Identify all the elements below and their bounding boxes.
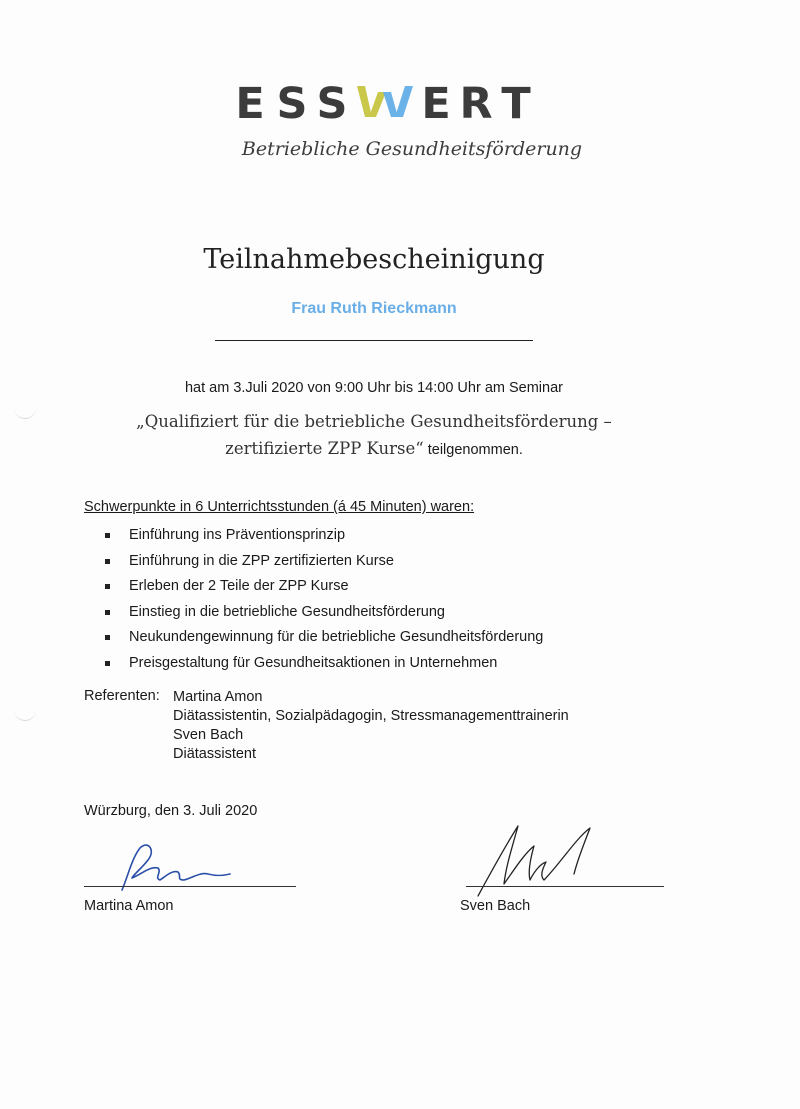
speakers-list [173, 688, 569, 764]
seminar-suffix: teilgenommen. [423, 442, 523, 458]
topic-item: Neukundengewinnung für die betriebliche Gesundheitsförderung [100, 625, 543, 651]
bullet-icon [105, 584, 110, 589]
punch-hole-mark [14, 706, 36, 721]
signature-line [466, 886, 664, 887]
topic-list [100, 523, 543, 676]
topic-item: Einstieg in die betriebliche Gesundheitsförderung [100, 600, 543, 626]
speaker-name: Sven Bach [173, 727, 244, 743]
brand-logo [200, 70, 600, 170]
topic-item: Einführung in die ZPP zertifizierten Kurse [100, 549, 543, 575]
signatory-name: Martina Amon [84, 898, 174, 914]
seminar-title [0, 408, 748, 464]
bullet-icon [105, 559, 110, 564]
svg-text:E: E [421, 79, 451, 129]
speaker-name: Martina Amon [173, 689, 263, 705]
signature-line [84, 886, 296, 887]
attendance-intro: hat am 3.Juli 2020 von 9:00 Uhr bis 14:00 Uhr am Seminar [184, 380, 563, 396]
bullet-icon [105, 610, 110, 615]
topic-item: Preisgestaltung für Gesundheitsaktionen in Unternehmen [100, 651, 543, 677]
recipient-underline [215, 340, 533, 341]
seminar-title-line2: zertifizierte ZPP Kurse“ [225, 439, 424, 458]
bullet-icon [105, 661, 110, 666]
speaker-role: Diätassistentin, Sozialpädagogin, Stressmanagementtrainerin [173, 708, 569, 724]
svg-text:R: R [459, 79, 493, 129]
svg-text:S: S [316, 79, 348, 129]
speaker-role: Diätassistent [173, 746, 257, 762]
svg-text:T: T [501, 79, 531, 129]
svg-text:Betriebliche Gesundheitsförder: Betriebliche Gesundheitsförderung [241, 138, 583, 160]
topic-item: Erleben der 2 Teile der ZPP Kurse [100, 574, 543, 600]
focus-heading: Schwerpunkte in 6 Unterrichtsstunden (á 45 Minuten) waren: [84, 499, 475, 515]
speakers-label: Referenten: [84, 688, 160, 704]
document-title: Teilnahmebescheinigung [203, 244, 545, 275]
signatory-name: Sven Bach [460, 898, 531, 914]
signature-amon [92, 838, 242, 893]
svg-text:S: S [276, 79, 308, 129]
bullet-icon [105, 635, 110, 640]
place-date: Würzburg, den 3. Juli 2020 [84, 803, 258, 819]
brand-w-mark [357, 86, 413, 117]
seminar-title-line1: „Qualifiziert für die betriebliche Gesundheitsförderung – [136, 412, 612, 431]
recipient-name: Frau Ruth Rieckmann [291, 300, 457, 317]
topic-item: Einführung ins Präventionsprinzip [100, 523, 543, 549]
bullet-icon [105, 533, 110, 538]
svg-text:E: E [235, 79, 265, 129]
